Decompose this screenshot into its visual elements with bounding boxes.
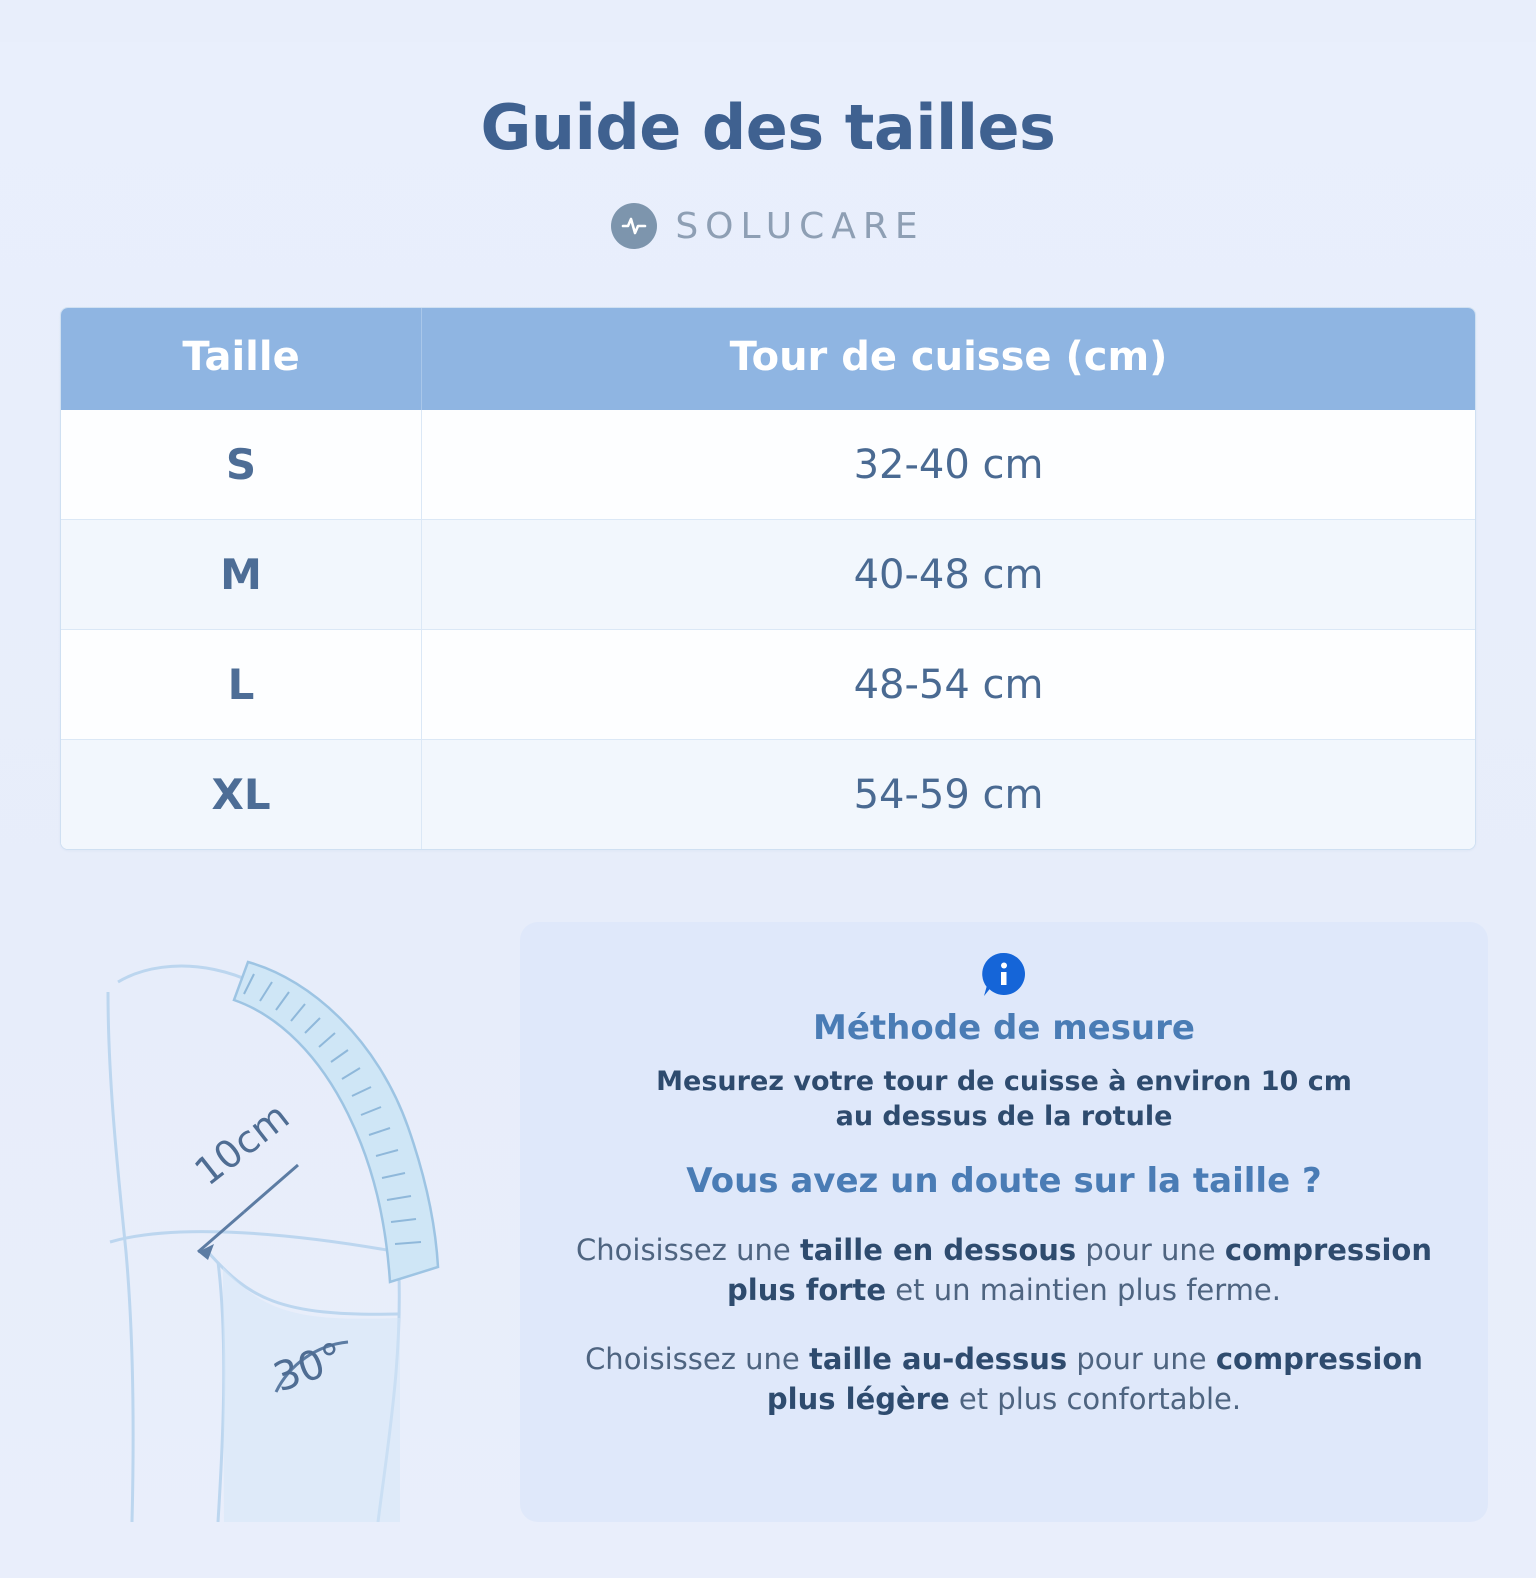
heartbeat-pulse-icon (611, 203, 657, 249)
answer1-part2: pour une (1076, 1232, 1225, 1267)
brand-name: SOLUCARE (675, 205, 925, 247)
answer2-part3: et plus confortable. (949, 1381, 1242, 1416)
info-answer-1 (556, 1230, 1452, 1310)
table-row (61, 630, 1475, 740)
cell-size: M (61, 520, 422, 630)
answer2-strong2: compression plus légère (766, 1341, 1423, 1416)
answer1-strong1: taille en dessous (799, 1232, 1077, 1267)
label-distance: 10cm (186, 1093, 298, 1194)
size-guide-page (0, 42, 1536, 1578)
info-subheading-line2: au dessus de la rotule (835, 1101, 1173, 1133)
answer1-strong2: compression plus forte (727, 1232, 1432, 1307)
column-header-thigh: Tour de cuisse (cm) (422, 308, 1475, 410)
cell-range: 32-40 cm (422, 410, 1475, 520)
table-row (61, 740, 1475, 850)
cell-size: XL (61, 740, 422, 850)
column-header-size: Taille (61, 308, 422, 410)
cell-range: 54-59 cm (422, 740, 1475, 850)
table-row (61, 410, 1475, 520)
cell-range: 40-48 cm (422, 520, 1475, 630)
cell-size: S (61, 410, 422, 520)
answer2-part1: Choisissez une (585, 1341, 809, 1376)
table-row (61, 520, 1475, 630)
answer1-part3: et un maintien plus ferme. (886, 1272, 1281, 1307)
table-header-row (61, 308, 1475, 410)
info-answer-2 (556, 1339, 1452, 1419)
measurement-info-card (520, 922, 1488, 1522)
size-table (60, 307, 1476, 850)
info-subheading-line1: Mesurez votre tour de cuisse à environ 10 cm (656, 1065, 1352, 1097)
bottom-section (0, 922, 1536, 1522)
answer2-part2: pour une (1067, 1341, 1216, 1376)
page-title: Guide des tailles (480, 90, 1056, 164)
info-question: Vous avez un doute sur la taille ? (686, 1160, 1322, 1201)
answer1-part1: Choisissez une (576, 1232, 800, 1267)
info-icon (556, 948, 1452, 1002)
label-angle: 30° (267, 1333, 351, 1401)
leg-measurement-diagram (48, 922, 508, 1522)
info-heading: Méthode de mesure (813, 1007, 1195, 1048)
cell-size: L (61, 630, 422, 740)
cell-range: 48-54 cm (422, 630, 1475, 740)
answer2-strong1: taille au-dessus (808, 1341, 1068, 1376)
info-subheading (556, 1064, 1452, 1135)
brand-lockup (0, 203, 1536, 249)
